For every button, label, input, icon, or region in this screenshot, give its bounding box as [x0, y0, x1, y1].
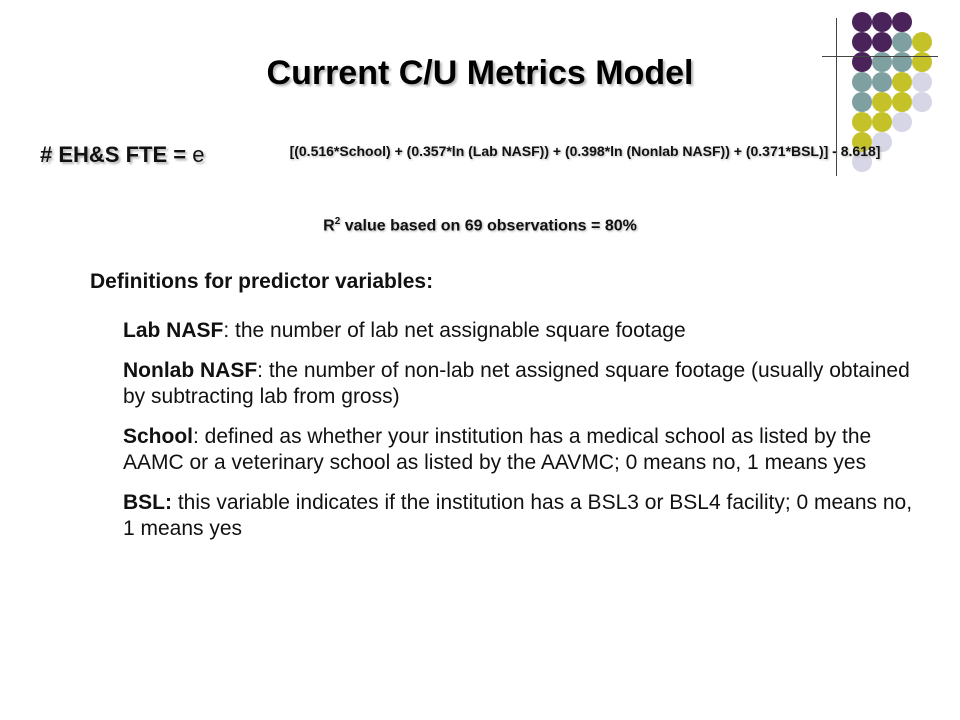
slide-title: Current C/U Metrics Model	[266, 54, 694, 92]
decor-dot	[912, 52, 932, 72]
decor-dot	[872, 12, 892, 32]
decor-dot	[852, 112, 872, 132]
r-squared-statement	[180, 216, 780, 235]
formula-exponent: [(0.516*School) + (0.357*ln (Lab NASF)) + (0.398*ln (Nonlab NASF)) + (0.371*BSL)] - 8.618]	[289, 143, 881, 159]
definition-text: : the number of non-lab net assigned square footage (usually obtained by subtracting lab from gross)	[123, 359, 910, 408]
definitions-list	[123, 318, 923, 556]
definition-term: School	[123, 425, 194, 448]
r2-text: value based on 69 observations = 80%	[340, 217, 637, 235]
formula-left-side	[40, 142, 204, 168]
decor-dot	[852, 32, 872, 52]
definition-term: Nonlab NASF	[123, 359, 258, 382]
decor-dot	[912, 32, 932, 52]
decor-dot	[912, 92, 932, 112]
decor-dot	[892, 92, 912, 112]
definition-term: Lab NASF	[123, 319, 224, 342]
decor-dot	[872, 112, 892, 132]
definition-bsl	[123, 490, 923, 542]
decor-dot	[872, 52, 892, 72]
decor-dot	[852, 72, 872, 92]
decor-dot	[892, 72, 912, 92]
definition-school	[123, 424, 923, 476]
definitions-heading: Definitions for predictor variables:	[90, 270, 434, 293]
decor-dot	[912, 72, 932, 92]
decor-dot	[872, 92, 892, 112]
horizontal-divider-line	[822, 56, 938, 57]
definition-text: : the number of lab net assignable square footage	[223, 319, 686, 342]
definition-text: : defined as whether your institution has a medical school as listed by the AAMC or a veterinary school as listed by the AAVMC; 0 means no, 1 means yes	[123, 425, 872, 474]
definition-text: this variable indicates if the institution has a BSL3 or BSL4 facility; 0 means no, 1 means yes	[123, 491, 913, 540]
decor-dot	[872, 72, 892, 92]
decor-dot	[852, 92, 872, 112]
decor-dot	[892, 32, 912, 52]
formula-lhs-text: # EH&S FTE =	[40, 142, 187, 167]
decor-dot	[852, 12, 872, 32]
definition-lab-nasf	[123, 318, 923, 344]
decor-dot	[892, 12, 912, 32]
formula-base: e	[192, 142, 205, 167]
definition-nonlab-nasf	[123, 358, 923, 410]
r2-superscript: 2	[334, 216, 341, 227]
decor-dot	[892, 52, 912, 72]
definition-term: BSL:	[123, 491, 172, 514]
decor-dot	[892, 112, 912, 132]
decor-dot	[872, 32, 892, 52]
r2-prefix: R	[323, 217, 335, 235]
decor-dot	[852, 52, 872, 72]
